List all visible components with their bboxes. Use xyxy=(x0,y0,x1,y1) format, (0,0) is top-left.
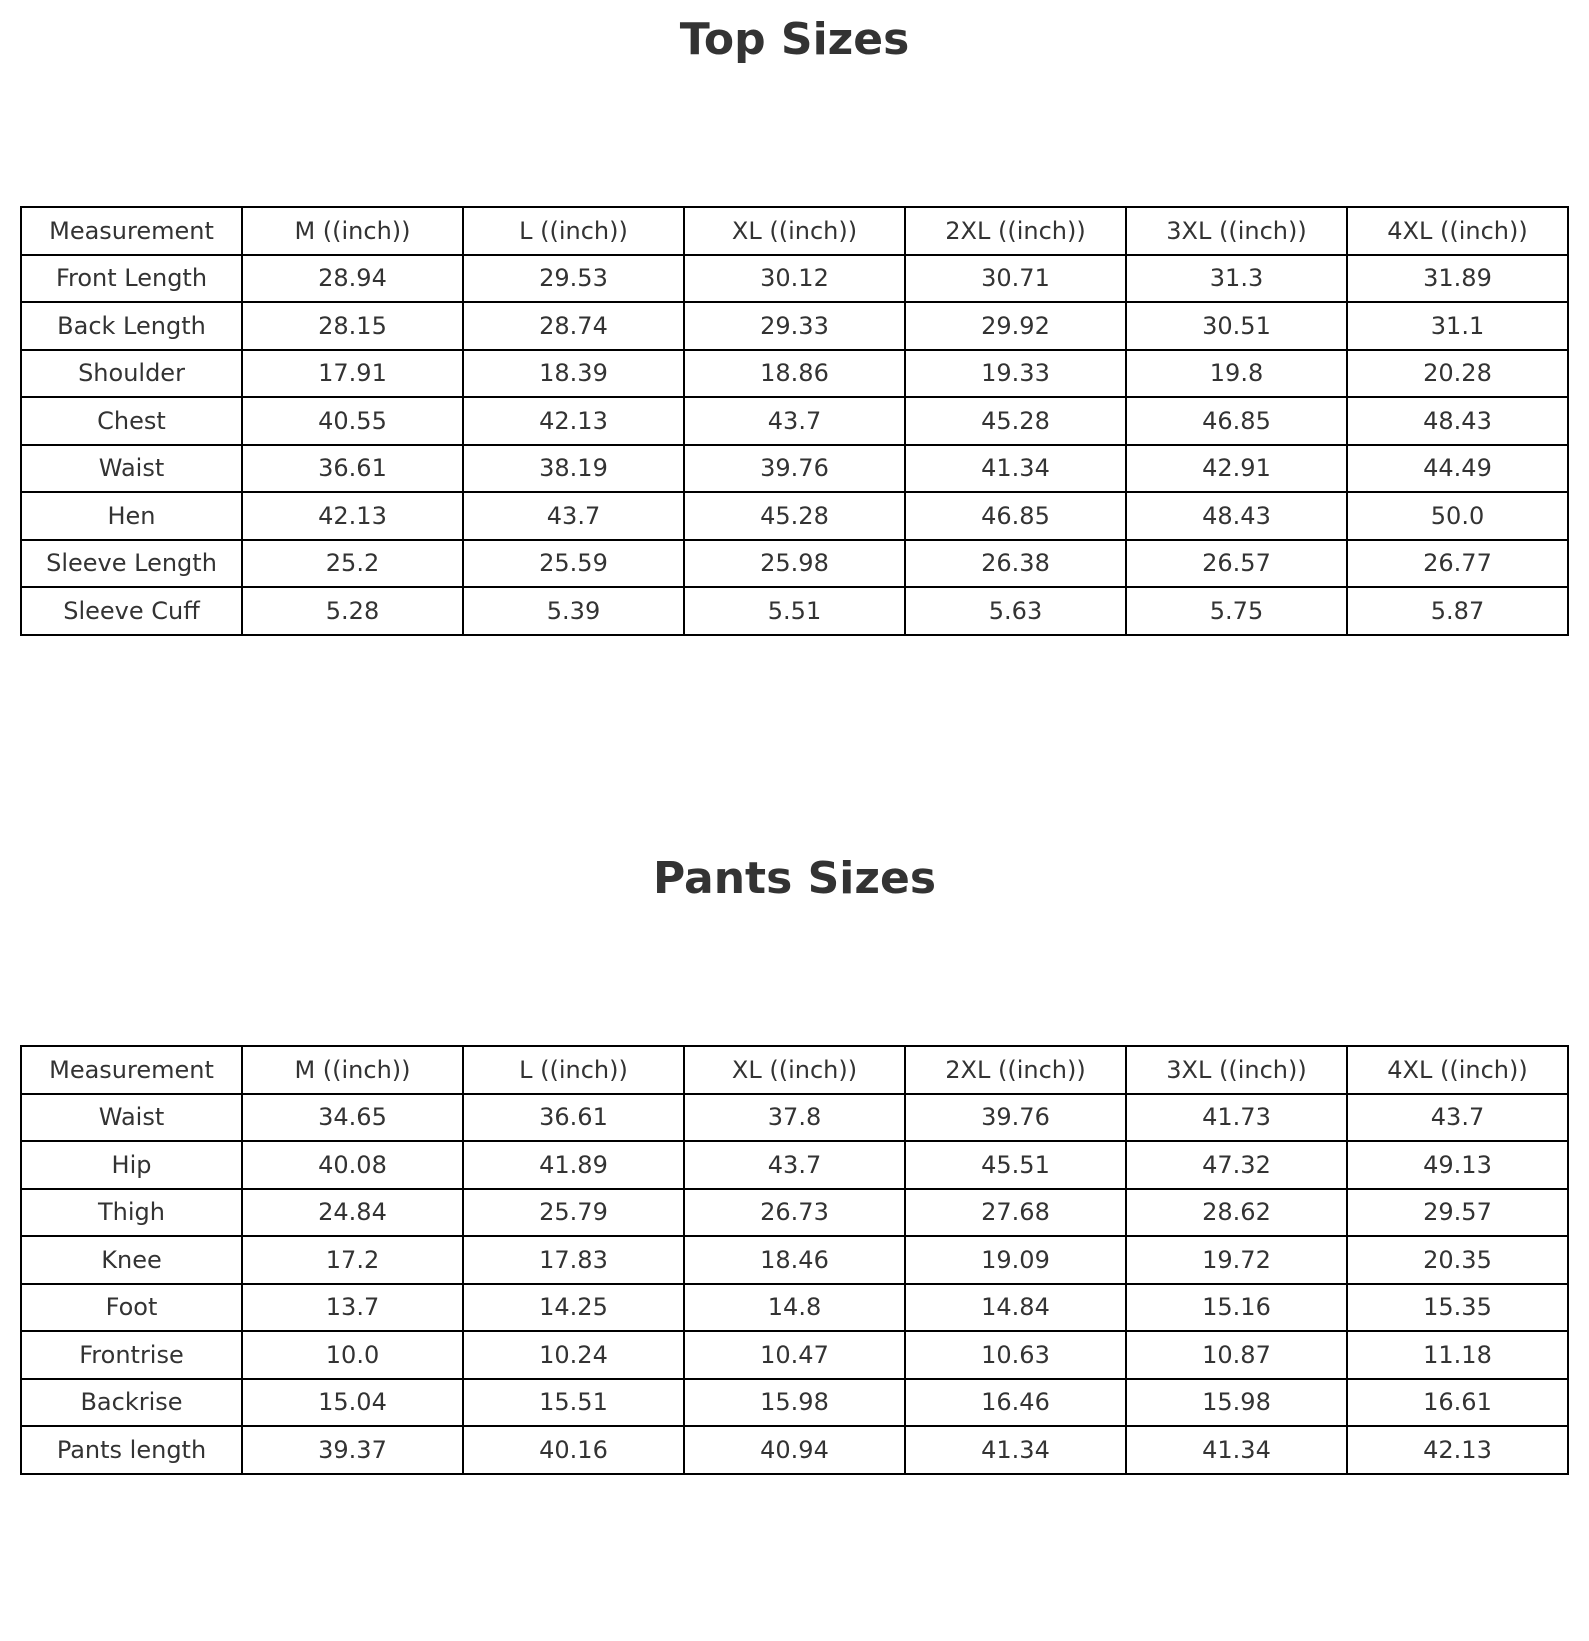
header-row xyxy=(21,207,1568,255)
measurement-value-cell: 19.09 xyxy=(905,1236,1126,1284)
measurement-value-cell: 19.72 xyxy=(1126,1236,1347,1284)
table-row xyxy=(21,1284,1568,1332)
measurement-value-cell: 27.68 xyxy=(905,1189,1126,1237)
measurement-value-cell: 39.37 xyxy=(242,1426,463,1474)
measurement-value-cell: 43.7 xyxy=(463,492,684,540)
measurement-value-cell: 46.85 xyxy=(905,492,1126,540)
measurement-value-cell: 42.13 xyxy=(242,492,463,540)
measurement-value-cell: 10.63 xyxy=(905,1331,1126,1379)
measurement-value-cell: 14.8 xyxy=(684,1284,905,1332)
table-body xyxy=(21,255,1568,635)
measurement-value-cell: 25.79 xyxy=(463,1189,684,1237)
size-column-header: L ((inch)) xyxy=(463,1046,684,1094)
table-row xyxy=(21,445,1568,493)
measurement-value-cell: 29.92 xyxy=(905,302,1126,350)
table-body xyxy=(21,1094,1568,1474)
measurement-label-cell: Waist xyxy=(21,1094,242,1142)
measurement-value-cell: 17.91 xyxy=(242,350,463,398)
measurement-value-cell: 17.83 xyxy=(463,1236,684,1284)
measurement-value-cell: 47.32 xyxy=(1126,1141,1347,1189)
measurement-value-cell: 19.8 xyxy=(1126,350,1347,398)
top-sizes-title: Top Sizes xyxy=(679,14,910,65)
measurement-value-cell: 28.15 xyxy=(242,302,463,350)
measurement-value-cell: 17.2 xyxy=(242,1236,463,1284)
measurement-value-cell: 40.16 xyxy=(463,1426,684,1474)
measurement-value-cell: 45.28 xyxy=(905,397,1126,445)
measurement-label-cell: Waist xyxy=(21,445,242,493)
measurement-value-cell: 45.51 xyxy=(905,1141,1126,1189)
table-row xyxy=(21,1141,1568,1189)
measurement-value-cell: 15.98 xyxy=(684,1379,905,1427)
measurement-label-cell: Hen xyxy=(21,492,242,540)
measurement-value-cell: 43.7 xyxy=(684,1141,905,1189)
measurement-column-header: Measurement xyxy=(21,1046,242,1094)
measurement-value-cell: 11.18 xyxy=(1347,1331,1568,1379)
measurement-value-cell: 36.61 xyxy=(242,445,463,493)
table-row xyxy=(21,1379,1568,1427)
measurement-label-cell: Thigh xyxy=(21,1189,242,1237)
measurement-value-cell: 41.34 xyxy=(905,445,1126,493)
measurement-value-cell: 24.84 xyxy=(242,1189,463,1237)
measurement-value-cell: 10.24 xyxy=(463,1331,684,1379)
table-header xyxy=(21,207,1568,255)
measurement-value-cell: 16.46 xyxy=(905,1379,1126,1427)
measurement-value-cell: 26.77 xyxy=(1347,540,1568,588)
measurement-value-cell: 29.53 xyxy=(463,255,684,303)
measurement-value-cell: 5.87 xyxy=(1347,587,1568,635)
size-column-header: 4XL ((inch)) xyxy=(1347,207,1568,255)
measurement-value-cell: 25.98 xyxy=(684,540,905,588)
measurement-label-cell: Chest xyxy=(21,397,242,445)
measurement-value-cell: 40.08 xyxy=(242,1141,463,1189)
size-column-header: M ((inch)) xyxy=(242,1046,463,1094)
size-column-header: XL ((inch)) xyxy=(684,207,905,255)
measurement-value-cell: 30.12 xyxy=(684,255,905,303)
measurement-value-cell: 38.19 xyxy=(463,445,684,493)
size-column-header: 3XL ((inch)) xyxy=(1126,207,1347,255)
table-row xyxy=(21,1331,1568,1379)
measurement-value-cell: 28.62 xyxy=(1126,1189,1347,1237)
measurement-value-cell: 39.76 xyxy=(684,445,905,493)
measurement-value-cell: 15.16 xyxy=(1126,1284,1347,1332)
measurement-value-cell: 41.34 xyxy=(1126,1426,1347,1474)
measurement-label-cell: Sleeve Length xyxy=(21,540,242,588)
measurement-value-cell: 41.73 xyxy=(1126,1094,1347,1142)
measurement-value-cell: 31.1 xyxy=(1347,302,1568,350)
measurement-value-cell: 48.43 xyxy=(1347,397,1568,445)
pants-sizes-table xyxy=(20,1045,1569,1475)
size-column-header: 3XL ((inch)) xyxy=(1126,1046,1347,1094)
measurement-value-cell: 30.71 xyxy=(905,255,1126,303)
measurement-value-cell: 26.73 xyxy=(684,1189,905,1237)
measurement-value-cell: 10.87 xyxy=(1126,1331,1347,1379)
pants-sizes-title: Pants Sizes xyxy=(652,853,937,904)
measurement-value-cell: 44.49 xyxy=(1347,445,1568,493)
measurement-value-cell: 49.13 xyxy=(1347,1141,1568,1189)
measurement-value-cell: 25.2 xyxy=(242,540,463,588)
measurement-value-cell: 16.61 xyxy=(1347,1379,1568,1427)
measurement-value-cell: 15.51 xyxy=(463,1379,684,1427)
table-row xyxy=(21,350,1568,398)
measurement-value-cell: 14.25 xyxy=(463,1284,684,1332)
table-row xyxy=(21,1189,1568,1237)
table-header xyxy=(21,1046,1568,1094)
size-column-header: 4XL ((inch)) xyxy=(1347,1046,1568,1094)
measurement-value-cell: 42.91 xyxy=(1126,445,1347,493)
measurement-value-cell: 5.75 xyxy=(1126,587,1347,635)
header-row xyxy=(21,1046,1568,1094)
measurement-label-cell: Hip xyxy=(21,1141,242,1189)
measurement-value-cell: 31.89 xyxy=(1347,255,1568,303)
measurement-label-cell: Backrise xyxy=(21,1379,242,1427)
measurement-value-cell: 28.74 xyxy=(463,302,684,350)
size-column-header: XL ((inch)) xyxy=(684,1046,905,1094)
measurement-value-cell: 34.65 xyxy=(242,1094,463,1142)
measurement-value-cell: 29.57 xyxy=(1347,1189,1568,1237)
table-row xyxy=(21,540,1568,588)
table-row xyxy=(21,492,1568,540)
measurement-value-cell: 40.55 xyxy=(242,397,463,445)
measurement-value-cell: 36.61 xyxy=(463,1094,684,1142)
table-row xyxy=(21,255,1568,303)
measurement-value-cell: 25.59 xyxy=(463,540,684,588)
measurement-value-cell: 20.28 xyxy=(1347,350,1568,398)
measurement-label-cell: Sleeve Cuff xyxy=(21,587,242,635)
measurement-value-cell: 28.94 xyxy=(242,255,463,303)
measurement-label-cell: Knee xyxy=(21,1236,242,1284)
table-row xyxy=(21,1236,1568,1284)
measurement-value-cell: 42.13 xyxy=(463,397,684,445)
table-row xyxy=(21,302,1568,350)
measurement-label-cell: Shoulder xyxy=(21,350,242,398)
measurement-value-cell: 26.38 xyxy=(905,540,1126,588)
measurement-value-cell: 19.33 xyxy=(905,350,1126,398)
measurement-value-cell: 30.51 xyxy=(1126,302,1347,350)
measurement-value-cell: 18.86 xyxy=(684,350,905,398)
table-row xyxy=(21,587,1568,635)
measurement-value-cell: 26.57 xyxy=(1126,540,1347,588)
measurement-value-cell: 13.7 xyxy=(242,1284,463,1332)
measurement-value-cell: 41.34 xyxy=(905,1426,1126,1474)
size-column-header: L ((inch)) xyxy=(463,207,684,255)
measurement-value-cell: 15.35 xyxy=(1347,1284,1568,1332)
table-row xyxy=(21,1094,1568,1142)
measurement-value-cell: 18.39 xyxy=(463,350,684,398)
measurement-value-cell: 5.51 xyxy=(684,587,905,635)
measurement-value-cell: 48.43 xyxy=(1126,492,1347,540)
measurement-label-cell: Frontrise xyxy=(21,1331,242,1379)
size-column-header: 2XL ((inch)) xyxy=(905,207,1126,255)
measurement-value-cell: 10.0 xyxy=(242,1331,463,1379)
measurement-value-cell: 10.47 xyxy=(684,1331,905,1379)
measurement-value-cell: 50.0 xyxy=(1347,492,1568,540)
measurement-value-cell: 5.39 xyxy=(463,587,684,635)
measurement-value-cell: 18.46 xyxy=(684,1236,905,1284)
measurement-value-cell: 37.8 xyxy=(684,1094,905,1142)
measurement-label-cell: Back Length xyxy=(21,302,242,350)
measurement-value-cell: 31.3 xyxy=(1126,255,1347,303)
measurement-value-cell: 29.33 xyxy=(684,302,905,350)
measurement-value-cell: 40.94 xyxy=(684,1426,905,1474)
measurement-value-cell: 41.89 xyxy=(463,1141,684,1189)
size-column-header: M ((inch)) xyxy=(242,207,463,255)
size-column-header: 2XL ((inch)) xyxy=(905,1046,1126,1094)
measurement-label-cell: Front Length xyxy=(21,255,242,303)
measurement-value-cell: 39.76 xyxy=(905,1094,1126,1142)
measurement-label-cell: Foot xyxy=(21,1284,242,1332)
measurement-value-cell: 43.7 xyxy=(684,397,905,445)
measurement-column-header: Measurement xyxy=(21,207,242,255)
measurement-label-cell: Pants length xyxy=(21,1426,242,1474)
measurement-value-cell: 45.28 xyxy=(684,492,905,540)
measurement-value-cell: 5.28 xyxy=(242,587,463,635)
table-row xyxy=(21,397,1568,445)
measurement-value-cell: 14.84 xyxy=(905,1284,1126,1332)
measurement-value-cell: 46.85 xyxy=(1126,397,1347,445)
measurement-value-cell: 15.04 xyxy=(242,1379,463,1427)
measurement-value-cell: 43.7 xyxy=(1347,1094,1568,1142)
top-sizes-table xyxy=(20,206,1569,636)
measurement-value-cell: 20.35 xyxy=(1347,1236,1568,1284)
table-row xyxy=(21,1426,1568,1474)
measurement-value-cell: 42.13 xyxy=(1347,1426,1568,1474)
measurement-value-cell: 15.98 xyxy=(1126,1379,1347,1427)
measurement-value-cell: 5.63 xyxy=(905,587,1126,635)
